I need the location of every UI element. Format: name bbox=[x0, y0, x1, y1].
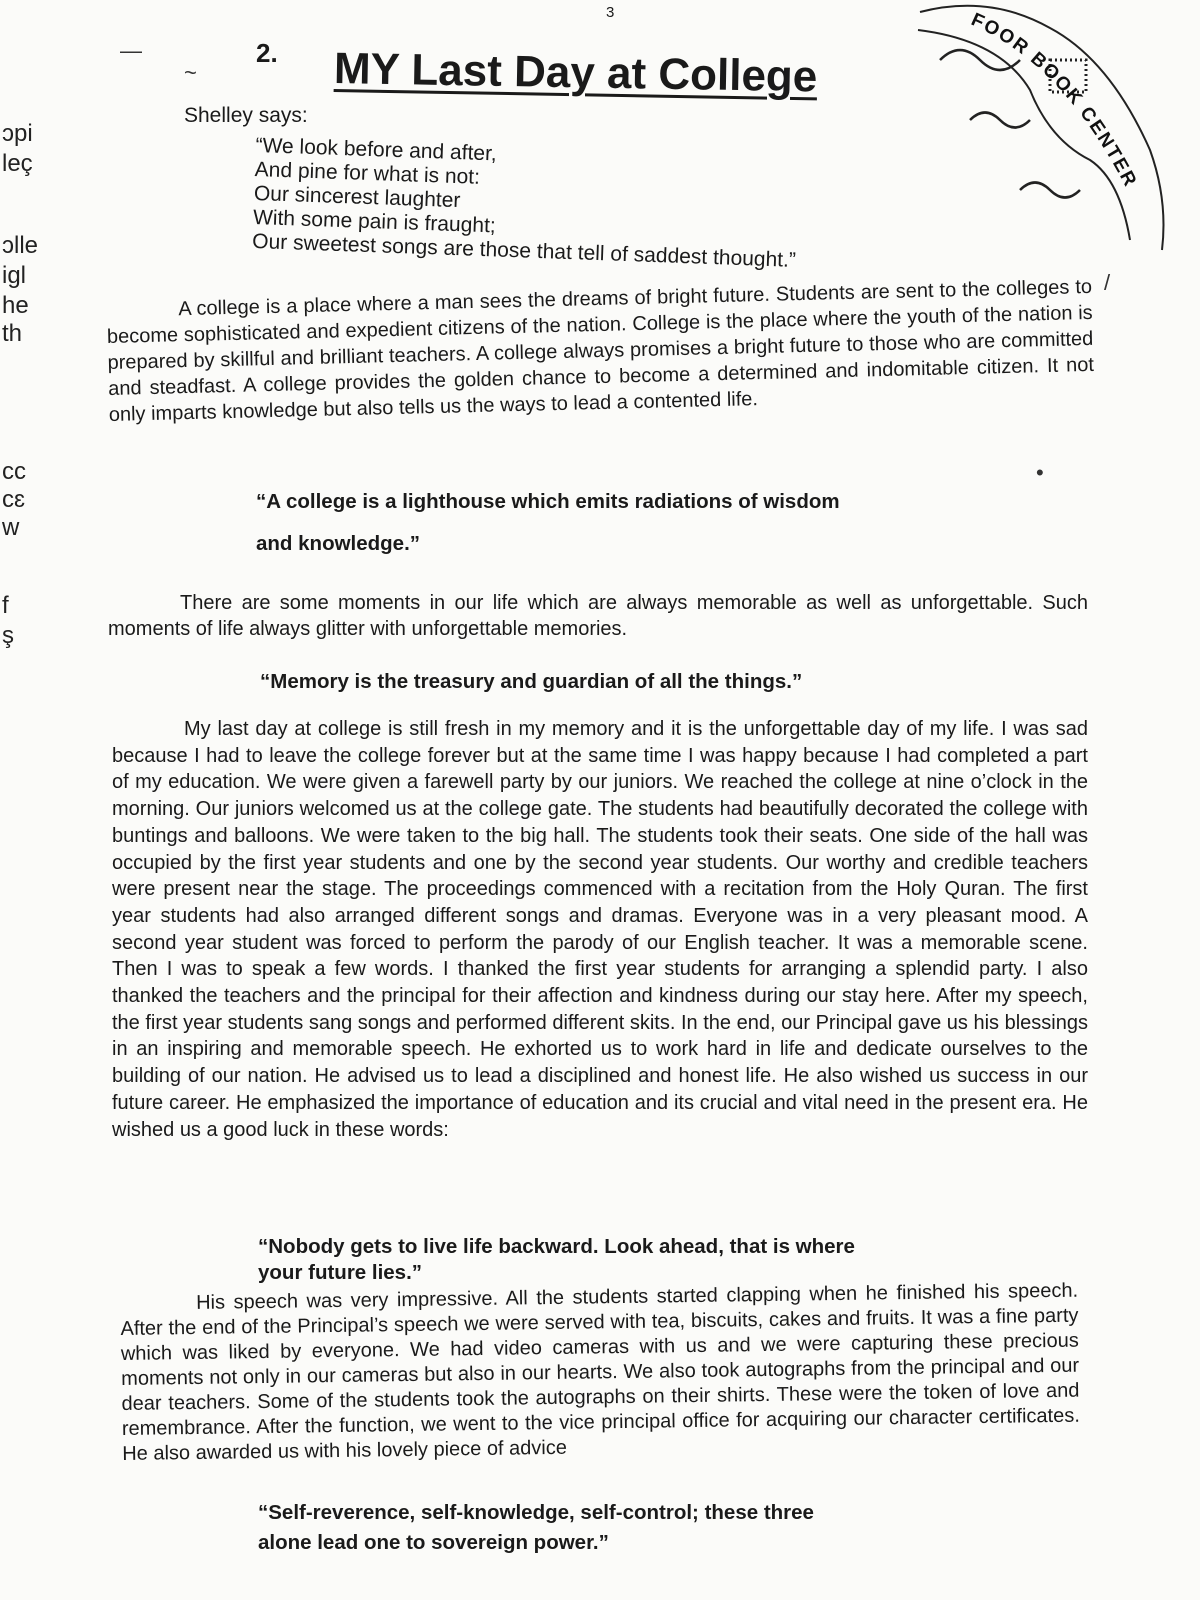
quote-memory: “Memory is the treasury and guardian of all the things.” bbox=[260, 670, 803, 693]
quote-self-reverence: “Self-reverence, self-knowledge, self-control; these three alone lead one to sovereign power.” bbox=[258, 1501, 814, 1554]
margin-fragment: cc bbox=[2, 458, 26, 485]
paragraph-moments: There are some moments in our life which are always memorable as well as unforgettable. Such moments of life always glitter with unforgettable memories. bbox=[108, 592, 1088, 640]
margin-fragment: igl bbox=[2, 262, 27, 289]
poem-line: Our sweetest songs are those that tell of saddest thought.” bbox=[251, 229, 797, 272]
margin-fragment: ɔlle bbox=[2, 232, 39, 259]
margin-fragment: f bbox=[2, 592, 9, 619]
quote-look-ahead: “Nobody gets to live life backward. Look ahead, that is where your future lies.” bbox=[258, 1235, 855, 1284]
margin-fragment: leç bbox=[2, 150, 33, 177]
paragraph-last-day: My last day at college is still fresh in my memory and it is the unforgettable day of my life. I was sad because I had to leave the college forever but at the same time I was happy because I had completed a part of my education. We were given a farewell party by our juniors. We reached the college at nine o’clock in the morning. Our juniors welcomed us at the college gate. The students had beautifully decorated the college with buntings and balloons. We were taken to the big hall. The students took their seats. One side of the hall was occupied by the first year students and one by the second year students. Our worthy and credible teachers were present near the stage. The proceedings commenced with a recitation from the Holy Quran. The first year students had also arranged different songs and dramas. Everyone was in a very pleasant mood. A second year student was forced to perform the parody of our English teacher. It was a memorable scene. Then I was to speak a few words. I thanked the first year students for arranging a splendid party. I also thanked the teachers and the principal for their affection and kindness during our stay here. After my speech, the first year students sang songs and performed different skits. In the end, our Principal gave us his blessings in an inspiring and memorable speech. He exhorted us to work hard in life and dedicate ourselves to the building of our nation. He advised us to lead a disciplined and honest life. He also wished us success in our future career. He emphasized the importance of education and its crucial and vital need in the present era. He wished us a good luck in these words: bbox=[112, 718, 1088, 1141]
chapter-number: 2. bbox=[256, 38, 278, 68]
intro-line: Shelley says: bbox=[184, 104, 308, 127]
scan-mark: • bbox=[1036, 460, 1044, 485]
poem-line: With some pain is fraught; bbox=[252, 205, 497, 238]
stamp-text: FOOR BOOK CENTER bbox=[967, 9, 1141, 192]
poem bbox=[252, 134, 800, 273]
scan-mark: — bbox=[120, 38, 142, 63]
margin-fragment: ɔpi bbox=[2, 120, 33, 147]
page-number: 3 bbox=[606, 4, 615, 21]
margin-fragment: th bbox=[2, 320, 23, 347]
scan-mark: ~ bbox=[184, 60, 197, 85]
svg-text:FOOR BOOK CENTER bbox=[968, 9, 1141, 191]
poem-line: “We look before and after, bbox=[255, 134, 498, 166]
quote-lighthouse: and knowledge.” bbox=[256, 532, 421, 555]
paragraph-speech: His speech was very impressive. All the students started clapping when he finished his speech. After the end of the Principal’s speech we were served with tea, biscuits, cakes and fruits. It was a fine party which was liked by everyone. We had video cameras with us and we were capturing these precious moments not only in our cameras but also in our hearts. We also took autographs from the principal and our dear teachers. Some of the students took the autographs on their shirts. These were the token of love and remembrance. After the function, we went to the vice principal office for acquiring our character certificates. He also awarded us with his lovely piece of advice bbox=[120, 1279, 1080, 1465]
bookstore-stamp bbox=[900, 0, 1190, 260]
poem-line: And pine for what is not: bbox=[254, 157, 481, 189]
scan-mark: / bbox=[1104, 270, 1111, 295]
quote-lighthouse: “A college is a lighthouse which emits radiations of wisdom bbox=[256, 490, 840, 513]
margin-fragment: cɛ bbox=[2, 486, 26, 513]
chapter-title: MY Last Day at College bbox=[333, 44, 818, 102]
margin-fragment: ş bbox=[2, 622, 14, 649]
poem-line: Our sincerest laughter bbox=[253, 181, 461, 213]
margin-fragment: he bbox=[2, 292, 29, 319]
margin-fragment: w bbox=[2, 514, 20, 541]
paragraph-college: A college is a place where a man sees the dreams of bright future. Students are sent to the colleges to become sophisticated and expedient citizens of the nation. College is the place where the youth of the nation is prepared by skillful and brilliant teachers. A college always promises a bright future to those who are committed and steadfast. A college provides the golden chance to become a determined and indomitable citizen. It not only imparts knowledge but also tells us the ways to lead a contented life. bbox=[106, 275, 1095, 426]
